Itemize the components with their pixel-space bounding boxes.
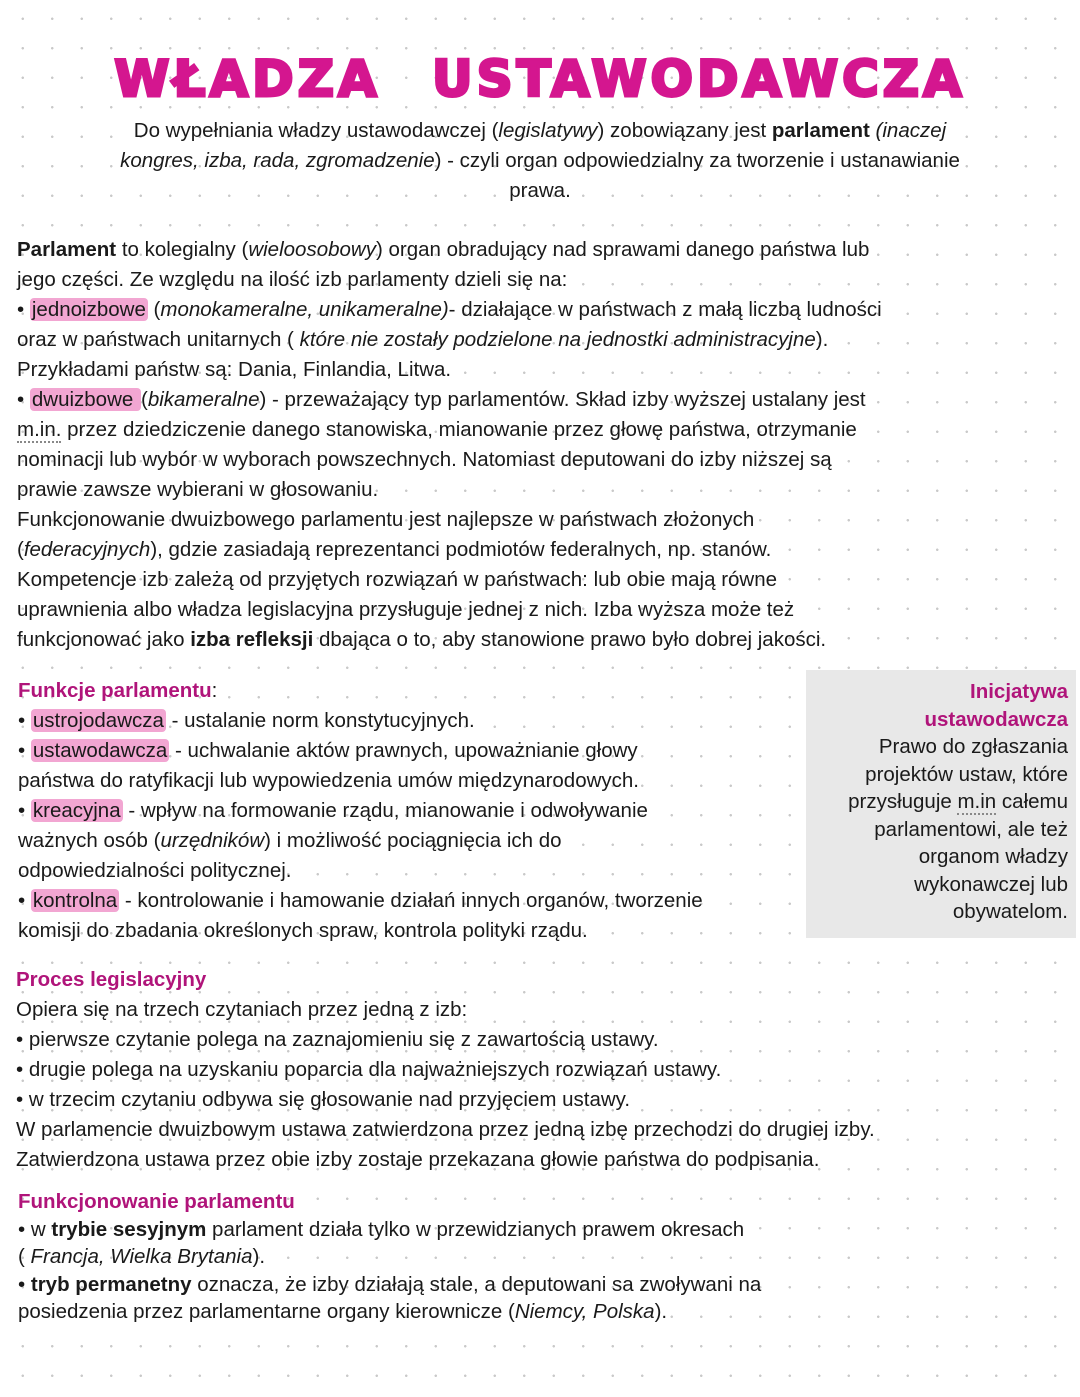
text-segment: Funkcjonowanie dwuizbowego parlamentu jest najlepsze w państwach złożonych [17, 508, 755, 531]
text-segment: Przykładami państw są: Dania, Finlandia, Litwa. [17, 358, 452, 381]
text-line [17, 595, 882, 625]
text-line [17, 535, 882, 565]
text-segment: • [17, 298, 30, 321]
text-segment: ( [18, 1245, 31, 1268]
section-heading: Funkcje parlamentu [18, 679, 212, 702]
text-segment: • [17, 388, 30, 411]
text-segment: ważnych osób ( [18, 829, 161, 852]
text-segment: wieloosobowy [248, 238, 376, 261]
text-segment: przysługuje [848, 790, 958, 813]
text-line [18, 736, 703, 766]
section-heading: ustawodawcza [924, 707, 1068, 731]
text-segment: projektów ustaw, które [865, 762, 1068, 786]
text-line [17, 565, 882, 595]
text-line [18, 766, 703, 796]
text-segment: ( [141, 388, 148, 411]
text-segment: - wpływ na formowanie rządu, mianowanie i odwoływanie [122, 799, 648, 822]
text-line [806, 843, 1068, 871]
text-segment: całemu [996, 790, 1068, 813]
text-line [18, 856, 703, 886]
text-line [806, 761, 1068, 789]
text-segment: wykonawczej lub [914, 872, 1068, 896]
text-segment: państwa do ratyfikacji lub wypowiedzenia umów międzynarodowych. [18, 769, 639, 792]
text-line [18, 826, 703, 856]
text-segment: Opiera się na trzech czytaniach przez jedną z izb: [16, 998, 468, 1021]
highlighted-term: ustawodawcza [32, 739, 168, 762]
text-line [16, 1145, 875, 1175]
text-segment: • [18, 799, 31, 822]
text-segment: bikameralne [147, 388, 260, 411]
text-line [806, 678, 1068, 706]
text-segment: parlament działa tylko w przewidzianych prawem okresach [206, 1217, 745, 1241]
text-line [16, 1115, 875, 1145]
text-segment: posiedzenia przez parlamentarne organy kierownicze ( [18, 1300, 515, 1323]
funkcjonowanie-section [18, 1188, 761, 1326]
text-segment: ) - czyli organ odpowiedzialny za tworzenie i ustanawianie [434, 149, 960, 172]
text-segment: • pierwsze czytanie polega na zaznajomieniu się z zawartością ustawy. [16, 1028, 659, 1051]
text-line [0, 146, 1080, 176]
text-segment: Kompetencje izb zależą od przyjętych rozwiązań w państwach: lub obie mają równe [17, 568, 778, 591]
text-segment: oznacza, że izby działają stale, a deputowani sa zwoływani na [191, 1272, 762, 1296]
text-segment: • drugie polega na uzyskaniu poparcia dla najważniejszych rozwiązań ustawy. [16, 1058, 722, 1081]
text-segment: • [18, 739, 31, 762]
text-segment: - działające w państwach z małą liczbą ludności [448, 298, 882, 321]
text-line [17, 295, 882, 325]
text-segment: • [18, 1272, 31, 1296]
page-title: WŁADZA USTAWODAWCZA [114, 50, 966, 108]
text-segment: - uchwalanie aktów prawnych, upoważnianie głowy [169, 739, 638, 762]
text-segment: ) zobowiązany jest [597, 119, 772, 142]
text-segment: tryb permanetny [30, 1272, 192, 1296]
text-line [18, 1188, 761, 1216]
highlighted-term: dwuizbowe [31, 388, 139, 411]
text-segment: Parlament [17, 238, 117, 261]
text-line [17, 265, 882, 295]
text-line [17, 475, 882, 505]
text-segment: (inaczej [869, 119, 947, 142]
text-line [806, 733, 1068, 761]
text-segment: Niemcy, Polska [514, 1300, 655, 1323]
text-segment: przez dziedziczenie danego stanowiska, mianowanie przez głowę państwa, otrzymanie [61, 418, 857, 441]
text-segment: ( [17, 538, 24, 561]
text-segment: prawie zawsze wybierani w głosowaniu. [17, 478, 379, 501]
text-line [18, 1298, 761, 1326]
text-line [806, 788, 1068, 816]
text-line [16, 965, 875, 995]
text-segment: W parlamencie dwuizbowym ustawa zatwierdzona przez jedną izbę przechodzi do drugiej izby. [16, 1118, 875, 1141]
inicjatywa-box [806, 670, 1076, 938]
text-segment: • [18, 709, 31, 732]
highlighted-term: jednoizbowe [31, 298, 146, 321]
text-segment: obywatelom. [952, 900, 1068, 923]
text-line [17, 325, 882, 355]
text-line [17, 385, 882, 415]
text-segment: które nie zostały podzielone na jednostki administracyjne [299, 328, 816, 351]
text-segment: organom władzy [918, 845, 1068, 868]
text-line [18, 676, 703, 706]
text-segment: : [211, 679, 218, 702]
text-line [806, 898, 1068, 926]
text-line [17, 505, 882, 535]
text-segment: • [18, 889, 31, 912]
text-segment: ). [252, 1245, 266, 1268]
text-segment: uprawnienia albo władza legislacyjna przysługuje jednej z nich. Izba wyższa może też [17, 598, 795, 621]
text-line [806, 706, 1068, 734]
text-segment: Francja, Wielka Brytania [30, 1245, 253, 1268]
text-segment: Do wypełniania władzy ustawodawczej ( [133, 119, 499, 142]
text-segment: ) organ obradujący nad sprawami danego państwa lub [375, 238, 870, 261]
text-segment: oraz w państwach unitarnych ( [17, 328, 300, 351]
text-segment: • w trzecim czytaniu odbywa się głosowanie nad przyjęciem ustawy. [16, 1088, 631, 1111]
text-segment: dbająca o to, aby stanowione prawo było dobrej jakości. [313, 628, 827, 651]
text-line [0, 116, 1080, 146]
text-segment: Zatwierdzona ustawa przez obie izby zostaje przekazana głowie państwa do podpisania. [16, 1148, 820, 1171]
text-line [17, 415, 882, 445]
text-segment: m.in. [17, 418, 62, 441]
text-segment: parlamentowi, ale też [874, 817, 1068, 841]
text-segment: Prawo do zgłaszania [878, 735, 1068, 758]
text-segment: nominacji lub wybór w wyborach powszechnych. Natomiast deputowani do izby niższej są [17, 448, 832, 471]
text-line [806, 816, 1068, 844]
text-segment: ( [147, 298, 161, 321]
highlighted-term: kreacyjna [32, 799, 121, 822]
text-segment: komisji do zbadania określonych spraw, kontrola polityki rządu. [18, 919, 588, 942]
text-segment: urzędników [160, 829, 265, 852]
text-segment: funkcjonować jako [17, 628, 191, 651]
text-line [0, 176, 1080, 206]
text-segment: • w [18, 1217, 52, 1241]
highlighted-term: ustrojodawcza [32, 709, 164, 732]
section-heading: Proces legislacyjny [16, 968, 207, 991]
text-segment: m.in [957, 790, 997, 813]
text-segment: - kontrolowanie i hamowanie działań innych organów, tworzenie [119, 889, 703, 912]
text-segment: ) - przeważający typ parlamentów. Skład izby wyższej ustalany jest [259, 388, 866, 411]
text-segment: ), gdzie zasiadają reprezentanci podmiotów federalnych, np. stanów. [150, 538, 772, 561]
text-line [18, 706, 703, 736]
text-line [18, 796, 703, 826]
text-line [17, 235, 882, 265]
text-segment: to kolegialny ( [116, 238, 249, 261]
text-segment: - ustalanie norm konstytucyjnych. [165, 709, 475, 732]
text-line [18, 1271, 761, 1299]
text-segment: ). [815, 328, 829, 351]
text-line [18, 916, 703, 946]
highlighted-term: kontrolna [32, 889, 118, 912]
section-heading: Funkcjonowanie parlamentu [18, 1190, 295, 1213]
text-segment: izba refleksji [190, 628, 314, 651]
text-line [17, 355, 882, 385]
text-line [16, 1055, 875, 1085]
text-segment: kongres, izba, rada, zgromadzenie [120, 149, 435, 172]
funkcje-section [18, 676, 703, 946]
text-line [17, 445, 882, 475]
text-segment: parlament [771, 119, 870, 142]
proces-section [16, 965, 875, 1175]
text-segment: legislatywy [498, 119, 598, 142]
text-line [18, 1216, 761, 1244]
text-line [16, 1085, 875, 1115]
parlament-section [17, 235, 882, 655]
text-segment: federacyjnych [23, 538, 151, 561]
text-segment: jego części. Ze względu na ilość izb parlamenty dzieli się na: [17, 268, 568, 291]
text-segment: odpowiedzialności politycznej. [18, 859, 292, 882]
text-segment: trybie sesyjnym [51, 1217, 207, 1241]
text-line [806, 871, 1068, 899]
text-segment: monokameralne, unikameralne) [160, 298, 449, 321]
text-line [17, 625, 882, 655]
text-segment: ). [654, 1300, 668, 1323]
text-line [16, 995, 875, 1025]
section-heading: Inicjatywa [970, 680, 1068, 703]
text-line [18, 886, 703, 916]
text-segment: prawa. [509, 179, 571, 202]
intro-paragraph [0, 116, 1080, 206]
text-line [16, 1025, 875, 1055]
text-line [18, 1243, 761, 1271]
text-segment: ) i możliwość pociągnięcia ich do [264, 829, 562, 852]
